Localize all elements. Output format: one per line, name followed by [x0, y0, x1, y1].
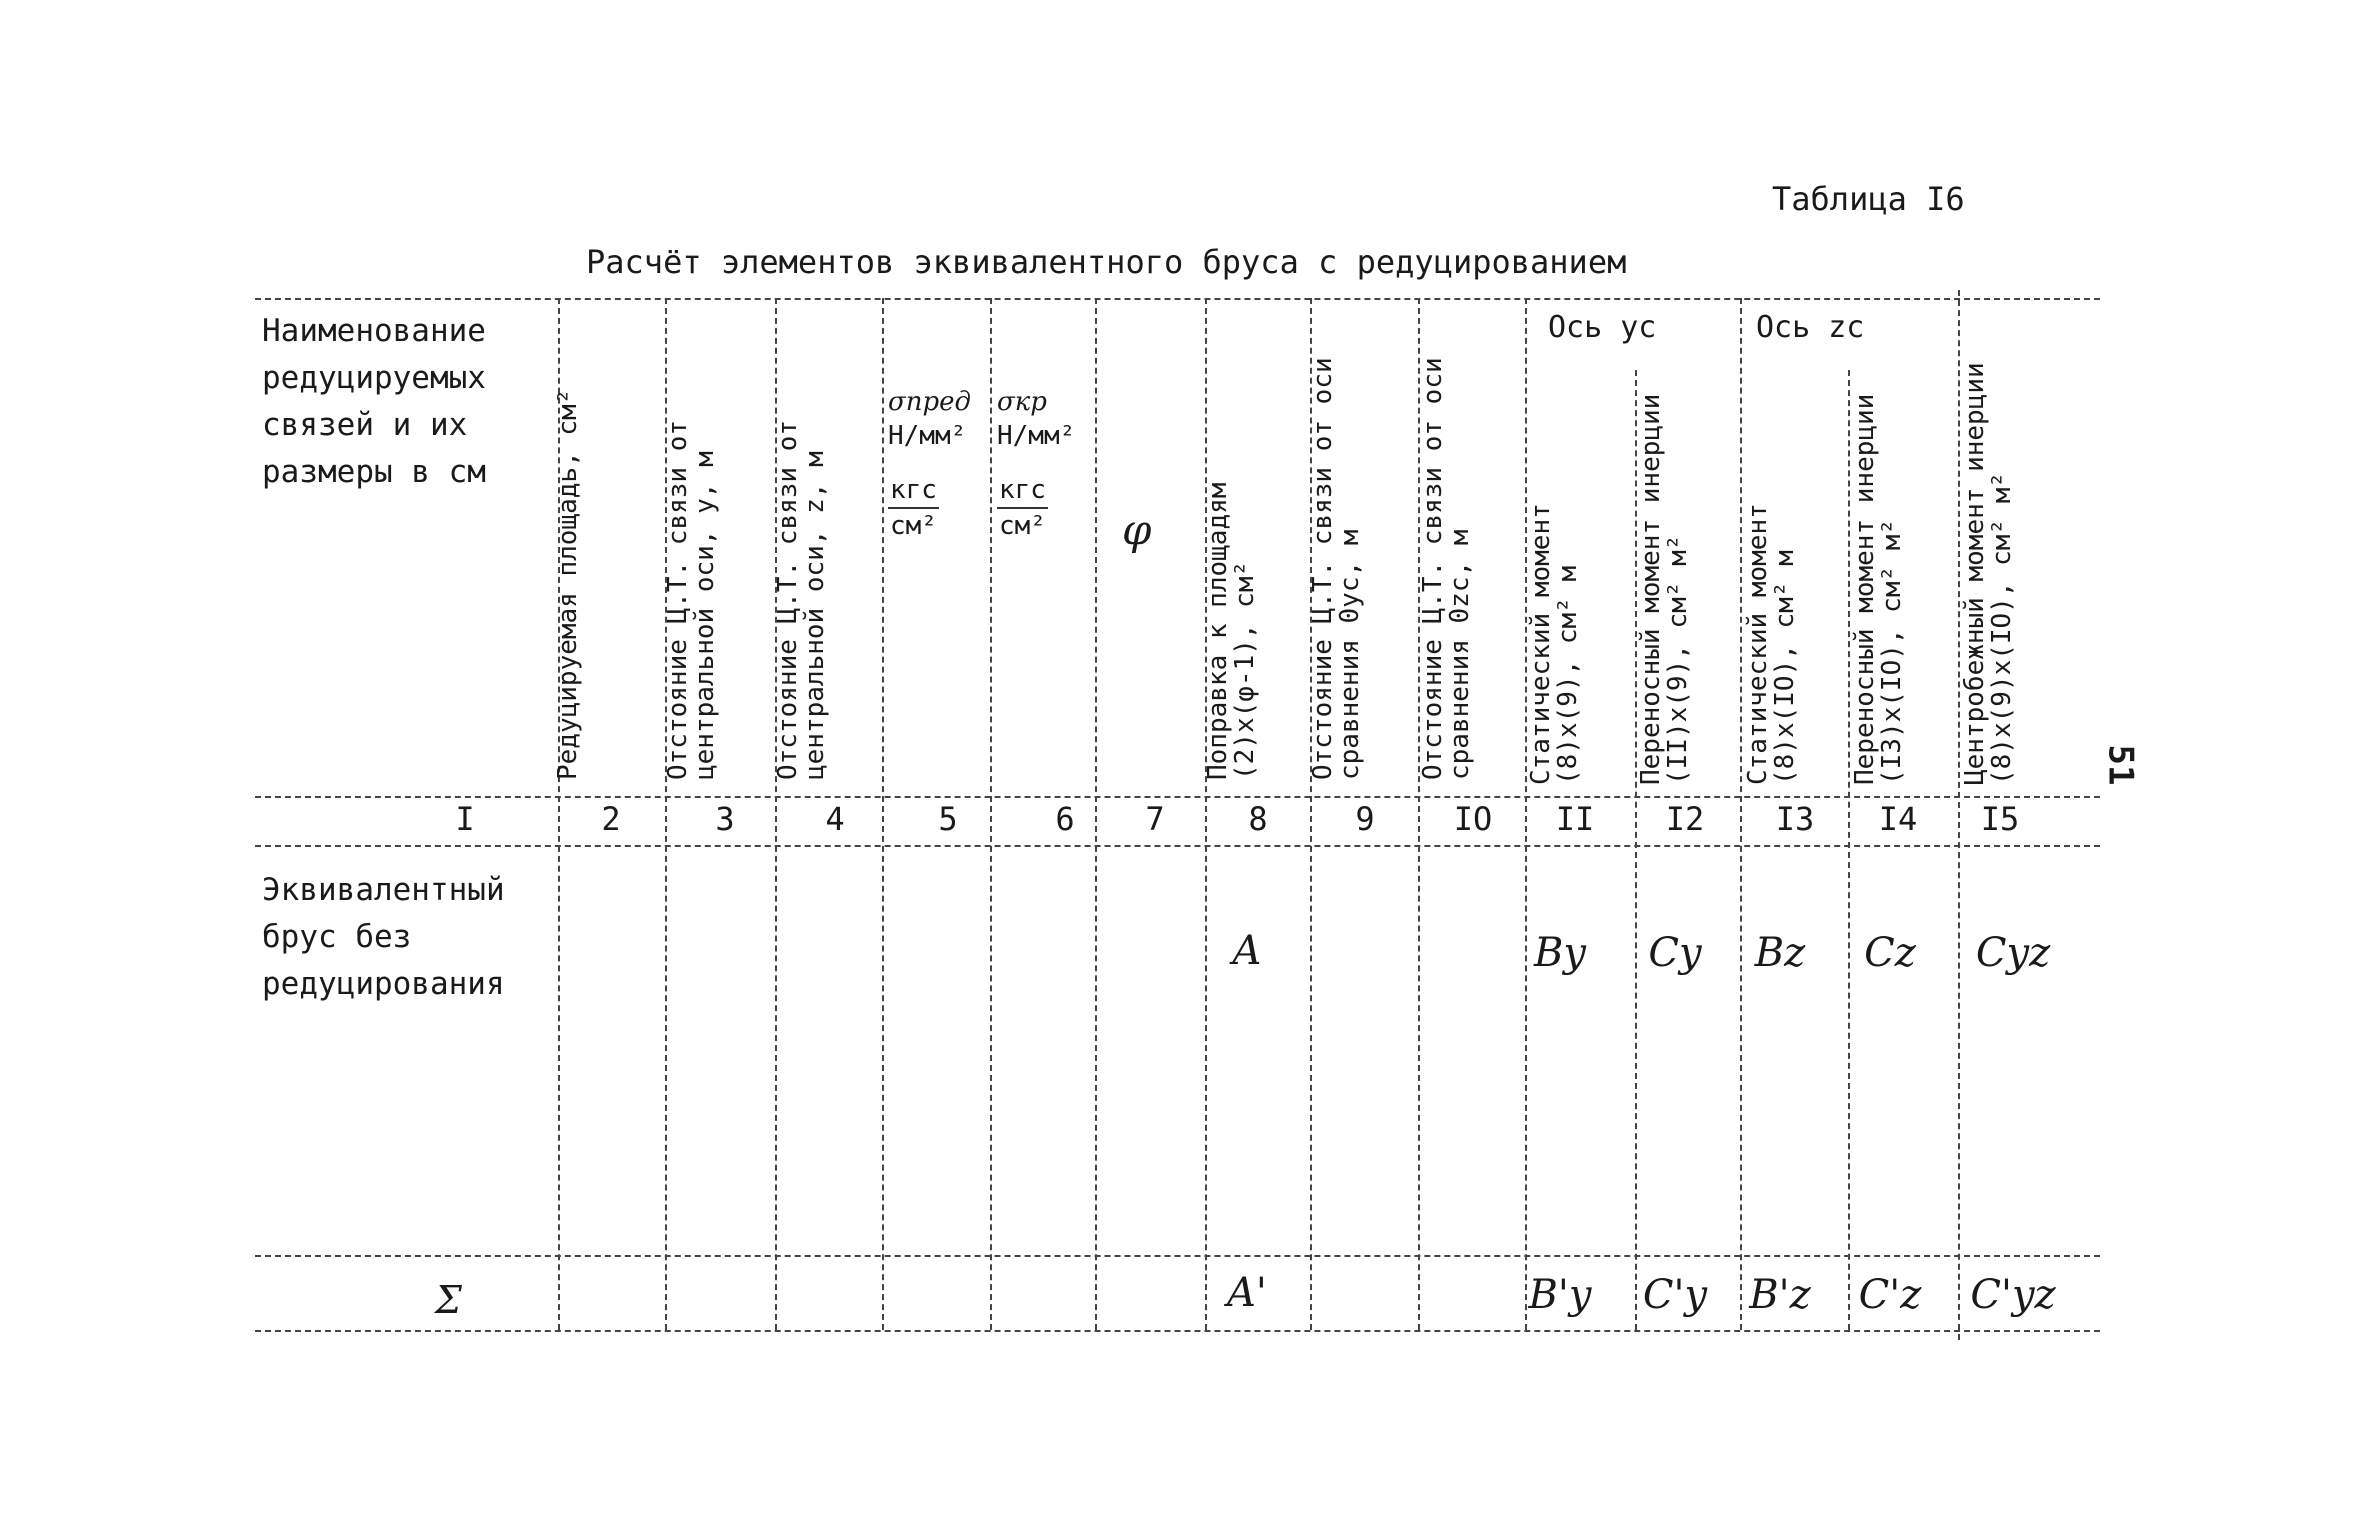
- header-col9: Отстояние Ц.Т. связи от оси сравнения 0yc, м: [1308, 357, 1365, 780]
- header-col4: Отстояние Ц.Т. связи от центральной оси, z, м: [773, 419, 830, 780]
- grid-line-header-bottom: [255, 796, 2100, 798]
- value-Cyz-prime: C'yz: [1970, 1272, 2056, 1318]
- phi-symbol: φ: [1122, 505, 1152, 554]
- header-col13: Статический момент (8)x(IO), см² м: [1743, 503, 1800, 785]
- header-axis-z: Ось zc: [1756, 310, 1865, 345]
- header-col3: Отстояние Ц.Т. связи от центральной оси, y, м: [663, 419, 720, 780]
- header-col10: Отстояние Ц.Т. связи от оси сравнения 0zc, м: [1418, 357, 1475, 780]
- value-By: By: [1534, 930, 1586, 976]
- value-A-prime: A': [1227, 1270, 1267, 1316]
- sigma-pred-symbol: σпред: [888, 387, 972, 417]
- header-col6-alt-den: см²: [999, 511, 1046, 541]
- grid-line-bottom: [255, 1330, 2100, 1332]
- value-Cy: Cy: [1648, 930, 1702, 976]
- grid-line-top: [255, 298, 2100, 300]
- column-number: 6: [1055, 800, 1075, 838]
- column-number: I: [455, 800, 475, 838]
- value-Cz-prime: C'z: [1858, 1272, 1922, 1318]
- value-A: A: [1232, 928, 1262, 974]
- grid-col-line: [1740, 298, 1742, 1330]
- column-number: 8: [1248, 800, 1268, 838]
- header-col5-unit: Н/мм²: [888, 421, 967, 451]
- header-col5-alt-den: см²: [890, 511, 937, 541]
- grid-col-line: [882, 298, 884, 1330]
- column-number: I5: [1980, 800, 2020, 838]
- header-col5-alt-num: кгс: [888, 473, 939, 509]
- header-col6-alt-num: кгс: [997, 473, 1048, 509]
- column-number: 7: [1145, 800, 1165, 838]
- column-number: 3: [715, 800, 735, 838]
- table-label: Таблица I6: [1772, 180, 1965, 218]
- column-number: 9: [1355, 800, 1375, 838]
- header-col14: Переносный момент инерции (I3)x(IO), см² м²: [1850, 393, 1907, 785]
- header-col1: Наименование редуцируемых связей и их размеры в см: [262, 313, 486, 490]
- header-col6-unit: Н/мм²: [997, 421, 1076, 451]
- header-axis-y: Ось yc: [1548, 310, 1657, 345]
- column-number: I4: [1878, 800, 1918, 838]
- header-col12: Переносный момент инерции (II)x(9), см² м²: [1636, 393, 1693, 785]
- column-number: 4: [825, 800, 845, 838]
- value-Cz: Cz: [1864, 930, 1916, 976]
- header-col6-alt-unit: [997, 473, 1048, 543]
- table-title: Расчёт элементов эквивалентного бруса с редуцированием: [586, 243, 1627, 281]
- column-number: I2: [1665, 800, 1705, 838]
- header-col5: [888, 385, 971, 543]
- sigma-kr-symbol: σкр: [997, 387, 1047, 417]
- header-col6: [997, 385, 1075, 543]
- header-col5-alt-unit: [888, 473, 939, 543]
- value-Cy-prime: C'y: [1642, 1272, 1708, 1318]
- column-number: II: [1555, 800, 1595, 838]
- value-Bz-prime: B'z: [1749, 1272, 1811, 1318]
- column-number: I3: [1775, 800, 1815, 838]
- grid-line-sum-top: [255, 1255, 2100, 1257]
- page-number: 51: [2100, 744, 2141, 786]
- column-number: 5: [938, 800, 958, 838]
- grid-line-numbers-bottom: [255, 845, 2100, 847]
- grid-col-line: [1525, 298, 1527, 1330]
- value-Bz: Bz: [1754, 930, 1806, 976]
- header-col2: Редуцируемая площадь, см²: [553, 388, 583, 780]
- value-Cyz: Cyz: [1975, 930, 2051, 976]
- header-col8: Поправка к площадям (2)x(φ-1), см²: [1203, 482, 1260, 780]
- sum-symbol: Σ: [435, 1278, 462, 1322]
- header-col15: Центробежный момент инерции (8)x(9)x(IO), см² м²: [1960, 362, 2017, 785]
- column-number: IO: [1453, 800, 1493, 838]
- row-equivalent-name: Эквивалентный брус без редуцирования: [262, 872, 505, 1002]
- header-col11: Статический момент (8)x(9), см² м: [1526, 503, 1583, 785]
- value-By-prime: B'y: [1528, 1272, 1592, 1318]
- column-number: 2: [601, 800, 621, 838]
